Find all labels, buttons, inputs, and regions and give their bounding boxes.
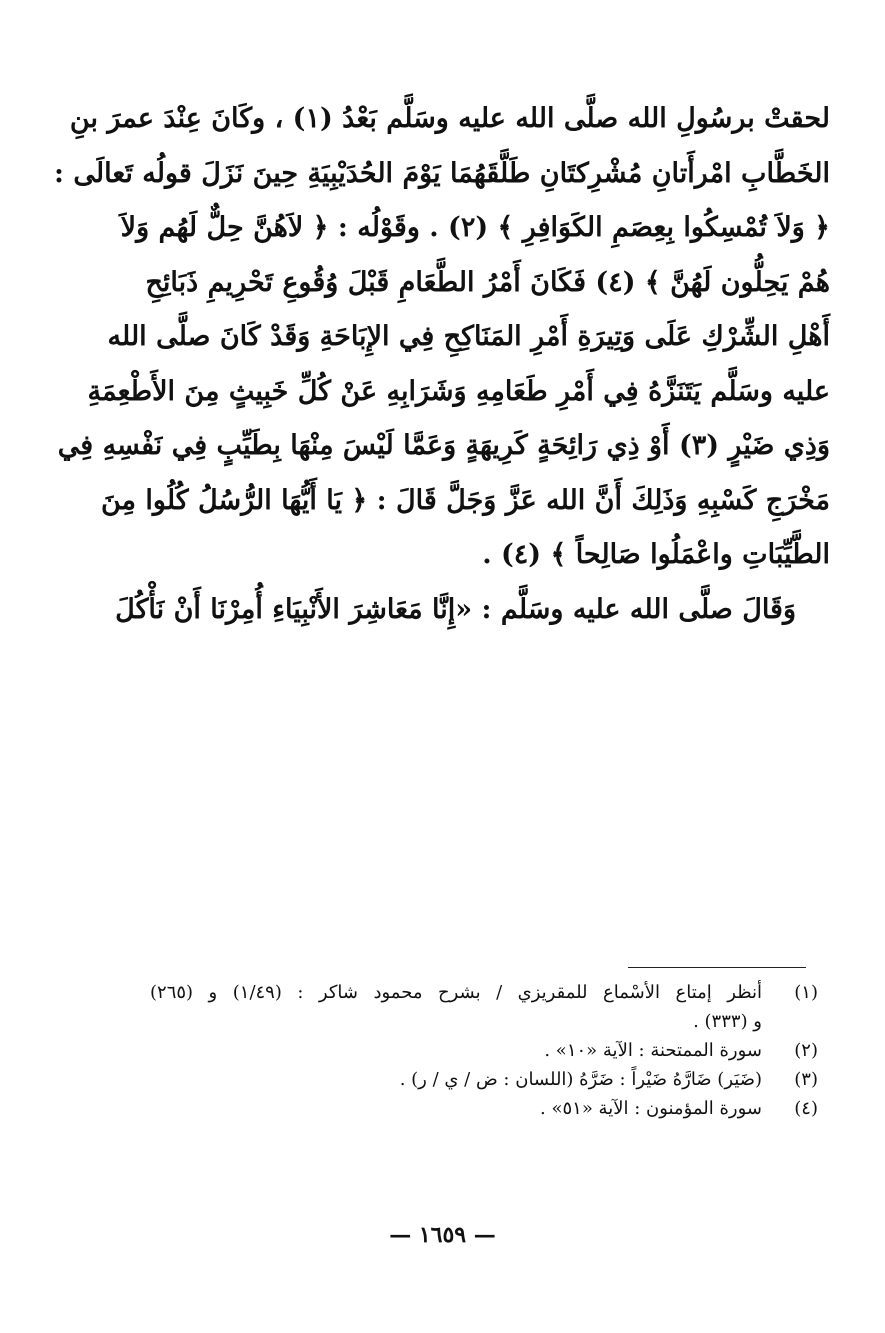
body-line: الخَطَّابِ امْرأَتانِ مُشْرِكتَانِ طَلَّقَهُمَا يَوْمَ الحُدَيْبِيَةِ حِينَ نَزَلَ قولُه تَعالَى : — [54, 157, 830, 189]
main-text-block — [54, 92, 830, 637]
footnote-line: (ضَيَر) ضَارَّهُ ضَيْراً : ضَرَّهُ (اللسان : ض / ي / ر) . — [399, 1069, 762, 1090]
footnote-number: (١) — [794, 982, 818, 1003]
body-line: وَذِي ضَيْرٍ (٣) أَوْ ذِي رَائِحَةٍ كَرِيهَةٍ وَعَمَّا لَيْسَ مِنْهَا بِطَيِّبٍ فِي نَفْسِهِ فِي — [57, 430, 830, 461]
body-line: هُمْ يَحِلُّون لَهُنَّ ﴾ (٤) فَكَانَ أَمْرُ الطَّعَامِ قَبْلَ وُقُوعِ تَحْرِيمِ ذَبَائِحِ — [145, 266, 830, 298]
footnote-text — [150, 1094, 762, 1123]
body-line: أَهْلِ الشِّرْكِ عَلَى وَتِيرَةِ أَمْرِ المَنَاكِحِ فِي الإِبَاحَةِ وَقَدْ كَانَ صلَّى الله — [107, 321, 830, 352]
body-line: مَخْرَجِ كَسْبِهِ وَذَلِكَ أَنَّ الله عَزَّ وَجَلَّ قَالَ : ﴿ يَا أَيُّهَا الرُّسُلُ كُلُوا مِنَ — [101, 484, 830, 516]
footnotes — [150, 978, 820, 1123]
body-line-paragraph-end: الطَّيِّبَاتِ واعْمَلُوا صَالِحاً ﴾ (٤) . — [482, 539, 830, 570]
body-line: عليه وسَلَّم يَتَنَزَّهُ فِي أَمْرِ طَعَامِهِ وَشَرَابِهِ عَنْ كُلِّ خَبِيثٍ مِنَ الأَطْعِمَةِ — [87, 375, 830, 407]
footnote-line: و (٣٣٣) . — [693, 1011, 762, 1032]
footnote-item — [150, 1036, 820, 1065]
footnote-line: سورة المؤمنون : الآية «٥١» . — [540, 1098, 762, 1119]
footnote-item — [150, 978, 820, 1036]
footnote-item — [150, 1065, 820, 1094]
footnote-item — [150, 1094, 820, 1123]
footnote-line: أنظر إمتاع الأسْماع للمقريزي / بشرح محمود شاكر : (١/٤٩) و (٢٦٥) — [150, 982, 763, 1003]
footnote-text — [150, 1065, 762, 1094]
footnote-number: (٢) — [794, 1040, 818, 1061]
footnote-line: سورة الممتحنة : الآية «١٠» . — [544, 1040, 762, 1061]
footnote-number: (٤) — [794, 1098, 818, 1119]
footnote-text — [150, 1036, 762, 1065]
body-line: ﴿ وَلاَ تُمْسِكُوا بِعِصَمِ الكَوَافِرِ ﴾ (٢) . وقَوْلُه : ﴿ لاَهُنَّ حِلٌّ لَهُم وَلاَ — [120, 212, 830, 243]
page-number: — ١٦٥٩ — — [389, 1222, 496, 1248]
footnote-separator — [628, 967, 806, 968]
body-line: لحقتْ برسُولِ الله صلَّى الله عليه وسَلَّم بَعْدُ (١) ، وكَانَ عِنْدَ عمرَ بنِ — [69, 103, 830, 134]
footnote-text — [150, 978, 762, 1036]
body-line-new-paragraph: وَقَالَ صلَّى الله عليه وسَلَّم : «إِنَّا مَعَاشِرَ الأَنْبِيَاءِ أُمِرْنَا أَنْ نَأْكُلَ — [115, 593, 796, 625]
footnote-number: (٣) — [794, 1069, 818, 1090]
